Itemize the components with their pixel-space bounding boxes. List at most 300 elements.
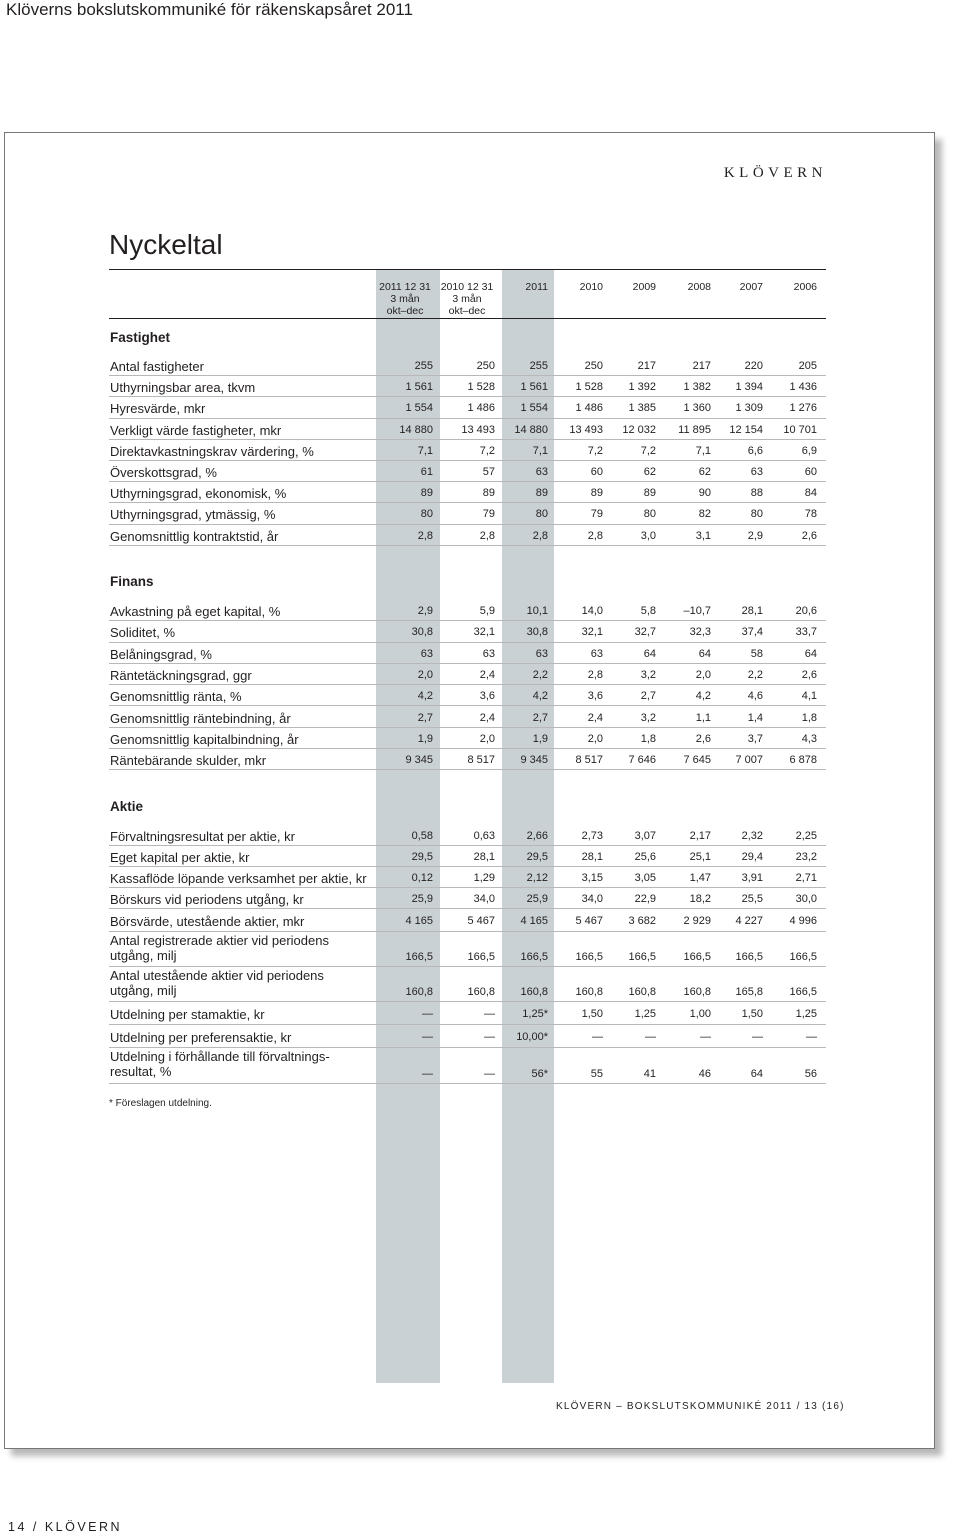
- table-cell: 80: [420, 508, 433, 521]
- row-label: Uthyrningsgrad, ytmässig, %: [110, 507, 276, 523]
- table-cell: 13 493: [461, 423, 495, 436]
- table-cell: 37,4: [741, 626, 763, 639]
- table-cell: 2,7: [417, 711, 433, 724]
- table-row: [109, 419, 826, 440]
- table-cell: —: [592, 1031, 603, 1043]
- table-cell: 32,7: [634, 626, 656, 639]
- table-cell: —: [752, 1031, 763, 1043]
- row-label: Kassaflöde löpande verksamhet per aktie, kr: [110, 871, 367, 886]
- table-cell: 1 486: [575, 402, 603, 415]
- table-cell: —: [806, 1031, 817, 1043]
- table-row: [109, 440, 826, 461]
- table-cell: 89: [482, 487, 495, 500]
- table-row: [109, 643, 826, 664]
- table-cell: 64: [643, 647, 656, 660]
- table-cell: 217: [637, 360, 656, 373]
- row-label: Genomsnittlig kapitalbindning, år: [110, 731, 299, 747]
- table-cell: 41: [643, 1068, 656, 1080]
- table-cell: 2,73: [581, 830, 603, 842]
- table-cell: 7,2: [479, 444, 495, 457]
- table-cell: —: [484, 1031, 495, 1043]
- table-cell: 79: [590, 508, 603, 521]
- table-cell: 4,2: [417, 690, 433, 703]
- table-cell: 2 929: [683, 915, 711, 927]
- table-cell: 2,4: [587, 711, 603, 724]
- table-cell: 2,2: [747, 669, 763, 682]
- table-cell: 2,0: [695, 669, 711, 682]
- table-cell: 32,3: [689, 626, 711, 639]
- table-cell: 25,9: [526, 893, 548, 905]
- table-cell: 89: [643, 487, 656, 500]
- table-cell: –10,7: [683, 605, 711, 618]
- table-cell: 1 561: [405, 381, 433, 394]
- table-cell: 34,0: [473, 893, 495, 905]
- table-cell: 28,1: [741, 605, 763, 618]
- column-header-line: 3 mån: [390, 293, 420, 305]
- table-cell: 1,9: [417, 732, 433, 745]
- table-cell: 78: [804, 508, 817, 521]
- table-cell: 250: [476, 360, 495, 373]
- header-top-rule: [109, 269, 826, 270]
- table-row: [109, 867, 826, 888]
- table-cell: 166,5: [789, 951, 817, 963]
- table-cell: 28,1: [473, 851, 495, 863]
- table-cell: 6,6: [747, 444, 763, 457]
- table-cell: 2,0: [479, 732, 495, 745]
- table-cell: 166,5: [789, 986, 817, 998]
- table-cell: 2,12: [526, 872, 548, 884]
- table-cell: 32,1: [473, 626, 495, 639]
- table-cell: 1 436: [789, 381, 817, 394]
- table-cell: 14 880: [399, 423, 433, 436]
- row-label-line: resultat, %: [110, 1064, 172, 1079]
- row-divider: [109, 1083, 826, 1084]
- table-cell: 60: [804, 466, 817, 479]
- column-header-1: [435, 281, 499, 317]
- column-header-6: 2007: [739, 281, 763, 293]
- table-cell: 3,1: [695, 529, 711, 542]
- table-cell: 3,2: [640, 711, 656, 724]
- table-cell: 255: [414, 360, 433, 373]
- table-cell: 88: [750, 487, 763, 500]
- row-label: Uthyrningsbar area, tkvm: [110, 380, 256, 396]
- row-label: Eget kapital per aktie, kr: [110, 850, 250, 865]
- table-cell: 1,50: [741, 1008, 763, 1020]
- table-cell: 29,5: [526, 851, 548, 863]
- table-cell: 1,47: [689, 872, 711, 884]
- row-label: Genomsnittlig kontraktstid, år: [110, 528, 279, 544]
- table-cell: 2,9: [417, 605, 433, 618]
- table-cell: 57: [482, 466, 495, 479]
- table-cell: 2,71: [795, 872, 817, 884]
- footnote: * Föreslagen utdelning.: [109, 1098, 212, 1109]
- table-cell: 166,5: [520, 951, 548, 963]
- table-row: [109, 503, 826, 524]
- table-cell: 64: [750, 1068, 763, 1080]
- table-cell: 80: [750, 508, 763, 521]
- row-label: Genomsnittlig ränta, %: [110, 689, 242, 705]
- table-cell: 5,8: [640, 605, 656, 618]
- table-cell: 29,5: [411, 851, 433, 863]
- table-cell: —: [422, 1008, 433, 1020]
- column-header-2: 2011: [525, 281, 548, 293]
- table-row: [109, 728, 826, 749]
- table-cell: 84: [804, 487, 817, 500]
- table-cell: 7,2: [587, 444, 603, 457]
- table-cell: 3,6: [587, 690, 603, 703]
- table-row: [109, 932, 826, 967]
- table-cell: 1,8: [640, 732, 656, 745]
- table-cell: 1 528: [575, 381, 603, 394]
- table-cell: 0,12: [411, 872, 433, 884]
- table-cell: 166,5: [683, 951, 711, 963]
- table-cell: 89: [420, 487, 433, 500]
- table-cell: 2,66: [526, 830, 548, 842]
- table-row: [109, 1025, 826, 1048]
- table-cell: 30,8: [526, 626, 548, 639]
- table-row: [109, 909, 826, 932]
- row-label: Förvaltningsresultat per aktie, kr: [110, 829, 295, 844]
- row-label: Soliditet, %: [110, 625, 176, 641]
- table-cell: 160,8: [575, 986, 603, 998]
- table-cell: 2,8: [479, 529, 495, 542]
- row-divider: [109, 769, 826, 770]
- table-cell: 4 996: [789, 915, 817, 927]
- table-cell: 28,1: [581, 851, 603, 863]
- row-label: Belåningsgrad, %: [110, 646, 212, 662]
- row-label: Verkligt värde fastigheter, mkr: [110, 422, 282, 438]
- column-header-line: 2010 12 31: [440, 281, 494, 293]
- row-label-line: Antal utestående aktier vid periodens: [110, 968, 324, 983]
- row-label: Räntetäckningsgrad, ggr: [110, 668, 252, 684]
- table-cell: 3,0: [640, 529, 656, 542]
- table-cell: 3 682: [628, 915, 656, 927]
- table-cell: 1 382: [683, 381, 711, 394]
- table-cell: —: [484, 1068, 495, 1080]
- row-label: Utdelning per stamaktie, kr: [110, 1007, 265, 1022]
- table-cell: 4,6: [747, 690, 763, 703]
- table-cell: 1 486: [467, 402, 495, 415]
- table-row: [109, 749, 826, 770]
- table-row: [109, 685, 826, 706]
- table-cell: 2,6: [801, 529, 817, 542]
- table-cell: 9 345: [405, 754, 433, 767]
- row-label: Hyresvärde, mkr: [110, 401, 206, 417]
- table-cell: 2,8: [532, 529, 548, 542]
- table-row: [109, 846, 826, 867]
- table-cell: 166,5: [405, 951, 433, 963]
- table-cell: 1,9: [532, 732, 548, 745]
- table-cell: 8 517: [467, 754, 495, 767]
- table-cell: 7,1: [532, 444, 548, 457]
- table-cell: 160,8: [628, 986, 656, 998]
- table-cell: 1 561: [520, 381, 548, 394]
- table-cell: 2,17: [689, 830, 711, 842]
- table-cell: 2,8: [587, 529, 603, 542]
- table-cell: 63: [535, 647, 548, 660]
- table-cell: 29,4: [741, 851, 763, 863]
- table-cell: 1 528: [467, 381, 495, 394]
- column-header-5: 2008: [687, 281, 711, 293]
- table-cell: 80: [643, 508, 656, 521]
- table-cell: 2,25: [795, 830, 817, 842]
- table-cell: 160,8: [520, 986, 548, 998]
- row-label: Avkastning på eget kapital, %: [110, 604, 281, 620]
- table-cell: 2,7: [532, 711, 548, 724]
- table-cell: 1,25: [634, 1008, 656, 1020]
- table-cell: 12 032: [622, 423, 656, 436]
- table-cell: 1,50: [581, 1008, 603, 1020]
- row-label: Börsvärde, utestående aktier, mkr: [110, 914, 305, 929]
- table-cell: 166,5: [575, 951, 603, 963]
- table-cell: 3,6: [479, 690, 495, 703]
- table-cell: 2,7: [640, 690, 656, 703]
- table-cell: 30,8: [411, 626, 433, 639]
- table-row: [109, 397, 826, 418]
- table-row: [109, 888, 826, 909]
- table-row: [109, 1048, 826, 1084]
- table-cell: 220: [744, 360, 763, 373]
- table-cell: 4,2: [695, 690, 711, 703]
- table-cell: 7,1: [417, 444, 433, 457]
- table-cell: 7 646: [628, 754, 656, 767]
- row-label: Räntebärande skulder, mkr: [110, 753, 267, 769]
- table-cell: 5 467: [467, 915, 495, 927]
- table-cell: 13 493: [569, 423, 603, 436]
- table-row: [109, 825, 826, 846]
- table-cell: 217: [692, 360, 711, 373]
- row-label: [110, 968, 324, 998]
- header-bottom-rule: [109, 318, 826, 319]
- table-cell: 55: [590, 1068, 603, 1080]
- table-cell: 166,5: [467, 951, 495, 963]
- column-header-line: okt–dec: [386, 305, 424, 317]
- table-cell: 255: [529, 360, 548, 373]
- table-cell: 5 467: [575, 915, 603, 927]
- table-cell: 0,63: [473, 830, 495, 842]
- table-cell: 82: [698, 508, 711, 521]
- table-cell: —: [422, 1068, 433, 1080]
- column-header-line: 2011 12 31: [379, 281, 431, 293]
- table-cell: 80: [535, 508, 548, 521]
- table-cell: 1,25*: [522, 1008, 548, 1020]
- table-cell: 4,2: [532, 690, 548, 703]
- table-cell: 10,1: [526, 605, 548, 618]
- table-cell: —: [484, 1008, 495, 1020]
- table-cell: 46: [698, 1068, 711, 1080]
- table-cell: 64: [804, 647, 817, 660]
- table-cell: 2,32: [741, 830, 763, 842]
- page-heading: Nyckeltal: [109, 229, 223, 260]
- table-cell: 4,1: [801, 690, 817, 703]
- table-cell: 3,05: [634, 872, 656, 884]
- column-header-line: 3 mån: [452, 293, 482, 305]
- row-divider: [109, 545, 826, 546]
- table-cell: 160,8: [467, 986, 495, 998]
- column-header-0: [373, 281, 437, 317]
- table-cell: —: [645, 1031, 656, 1043]
- table-row: [109, 355, 826, 376]
- table-cell: 160,8: [683, 986, 711, 998]
- table-cell: 8 517: [575, 754, 603, 767]
- table-cell: 160,8: [405, 986, 433, 998]
- table-cell: 23,2: [795, 851, 817, 863]
- table-cell: 9 345: [520, 754, 548, 767]
- table-cell: 166,5: [628, 951, 656, 963]
- row-label: [110, 933, 329, 963]
- bottom-folio: 14 / KLÖVERN: [8, 1520, 123, 1534]
- column-header-3: 2010: [579, 281, 603, 293]
- table-cell: 2,9: [747, 529, 763, 542]
- row-label-line: Utdelning i förhållande till förvaltnings-: [110, 1049, 330, 1064]
- table-row: [109, 525, 826, 546]
- row-label: Direktavkastningskrav värdering, %: [110, 443, 314, 459]
- column-header-line: okt–dec: [448, 305, 486, 317]
- table-cell: 7,1: [695, 444, 711, 457]
- table-row: [109, 600, 826, 621]
- row-label: Överskottsgrad, %: [110, 465, 217, 481]
- table-cell: 7 007: [735, 754, 763, 767]
- table-cell: 4,3: [801, 732, 817, 745]
- table-cell: 63: [535, 466, 548, 479]
- table-cell: 10,00*: [516, 1031, 548, 1043]
- table-cell: 1,29: [473, 872, 495, 884]
- table-row: [109, 461, 826, 482]
- table-row: [109, 482, 826, 503]
- table-cell: 89: [535, 487, 548, 500]
- table-cell: 1 385: [628, 402, 656, 415]
- section-title-finans: Finans: [110, 574, 154, 589]
- table-cell: 1,1: [695, 711, 711, 724]
- section-title-fastighet: Fastighet: [110, 330, 171, 345]
- row-label: Antal fastigheter: [110, 359, 204, 375]
- table-cell: 32,1: [581, 626, 603, 639]
- column-header-7: 2006: [793, 281, 817, 293]
- table-cell: 3,15: [581, 872, 603, 884]
- table-cell: 22,9: [634, 893, 656, 905]
- table-cell: 63: [482, 647, 495, 660]
- table-cell: 3,91: [741, 872, 763, 884]
- table-cell: 2,6: [695, 732, 711, 745]
- brand-logo-text: KLÖVERN: [723, 165, 827, 181]
- table-cell: 205: [798, 360, 817, 373]
- report-page: [4, 132, 935, 1449]
- section-title-aktie: Aktie: [110, 799, 144, 814]
- table-cell: 63: [750, 466, 763, 479]
- table-cell: 90: [698, 487, 711, 500]
- table-cell: 64: [698, 647, 711, 660]
- table-row: [109, 621, 826, 642]
- table-cell: 63: [420, 647, 433, 660]
- table-cell: 3,07: [634, 830, 656, 842]
- row-label: Börskurs vid periodens utgång, kr: [110, 892, 304, 907]
- table-cell: 4 165: [405, 915, 433, 927]
- row-label: Uthyrningsgrad, ekonomisk, %: [110, 486, 287, 502]
- table-row: [109, 967, 826, 1002]
- row-label: Genomsnittlig räntebindning, år: [110, 710, 291, 726]
- column-header-4: 2009: [632, 281, 656, 293]
- table-cell: 1 309: [735, 402, 763, 415]
- table-cell: 250: [584, 360, 603, 373]
- table-cell: 12 154: [729, 423, 763, 436]
- table-cell: 2,2: [532, 669, 548, 682]
- table-cell: 4 165: [520, 915, 548, 927]
- row-label-line: utgång, milj: [110, 983, 177, 998]
- table-cell: 2,0: [417, 669, 433, 682]
- table-cell: 1 554: [405, 402, 433, 415]
- table-cell: 2,4: [479, 669, 495, 682]
- table-cell: 2,4: [479, 711, 495, 724]
- table-cell: 61: [420, 466, 433, 479]
- table-cell: 1,4: [747, 711, 763, 724]
- table-cell: 1 392: [628, 381, 656, 394]
- row-label: [110, 1049, 330, 1079]
- table-cell: 56: [804, 1068, 817, 1080]
- table-cell: 1,00: [689, 1008, 711, 1020]
- table-cell: 14 880: [514, 423, 548, 436]
- table-cell: —: [422, 1031, 433, 1043]
- table-cell: 1,8: [801, 711, 817, 724]
- table-cell: 11 895: [678, 423, 711, 436]
- table-cell: 3,7: [747, 732, 763, 745]
- table-cell: 2,6: [801, 669, 817, 682]
- table-cell: 1 394: [735, 381, 763, 394]
- table-cell: 30,0: [795, 893, 817, 905]
- table-cell: 1,25: [795, 1008, 817, 1020]
- row-label: Utdelning per preferensaktie, kr: [110, 1030, 292, 1045]
- table-cell: 25,6: [634, 851, 656, 863]
- table-cell: 2,0: [587, 732, 603, 745]
- table-cell: 56*: [531, 1068, 548, 1080]
- table-cell: 18,2: [689, 893, 711, 905]
- table-cell: 7 645: [683, 754, 711, 767]
- table-cell: 25,9: [411, 893, 433, 905]
- table-cell: 6,9: [801, 444, 817, 457]
- table-cell: 25,1: [689, 851, 711, 863]
- table-cell: 10 701: [783, 423, 817, 436]
- table-cell: 2,8: [417, 529, 433, 542]
- document-title: Klöverns bokslutskommuniké för räkenskapsåret 2011: [6, 0, 413, 19]
- table-cell: 3,2: [640, 669, 656, 682]
- table-cell: 62: [643, 466, 656, 479]
- page-footer: KLÖVERN – BOKSLUTSKOMMUNIKÉ 2011 / 13 (16): [556, 1401, 845, 1412]
- table-cell: 63: [590, 647, 603, 660]
- table-cell: 0,58: [411, 830, 433, 842]
- table-row: [109, 376, 826, 397]
- table-cell: 2,8: [587, 669, 603, 682]
- table-cell: 1 554: [520, 402, 548, 415]
- row-label-line: utgång, milj: [110, 948, 177, 963]
- table-cell: 60: [590, 466, 603, 479]
- table-cell: 79: [482, 508, 495, 521]
- table-cell: 33,7: [795, 626, 817, 639]
- table-cell: 166,5: [735, 951, 763, 963]
- table-cell: 20,6: [795, 605, 817, 618]
- table-cell: 34,0: [581, 893, 603, 905]
- table-row: [109, 1002, 826, 1025]
- table-cell: 62: [698, 466, 711, 479]
- table-cell: 1 360: [683, 402, 711, 415]
- table-row: [109, 664, 826, 685]
- table-cell: 58: [750, 647, 763, 660]
- table-cell: 7,2: [640, 444, 656, 457]
- row-label-line: Antal registrerade aktier vid periodens: [110, 933, 329, 948]
- table-cell: 1 276: [789, 402, 817, 415]
- table-cell: 25,5: [741, 893, 763, 905]
- table-cell: 89: [590, 487, 603, 500]
- table-cell: 14,0: [581, 605, 603, 618]
- table-cell: 4 227: [735, 915, 763, 927]
